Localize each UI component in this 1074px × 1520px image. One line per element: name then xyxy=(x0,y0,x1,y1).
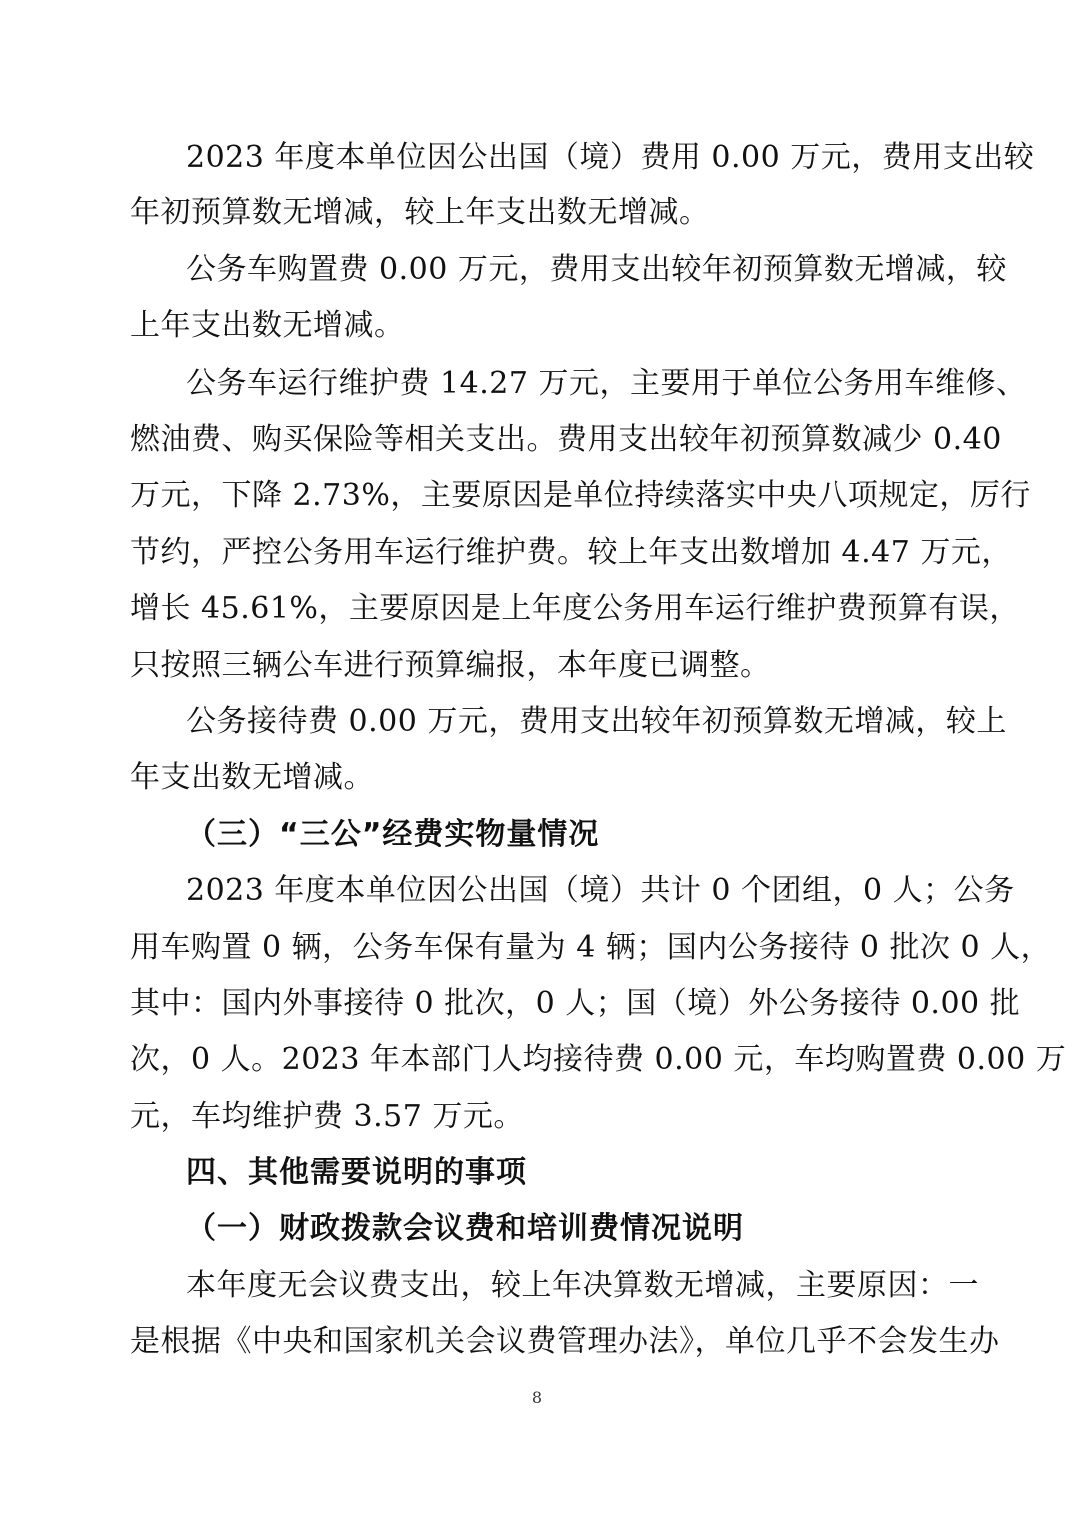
paragraph-line: 元，车均维护费 3.57 万元。 xyxy=(130,1099,524,1134)
paragraph-line: 万元，下降 2.73%，主要原因是单位持续落实中央八项规定，厉行 xyxy=(130,478,1031,513)
paragraph-line: 节约，严控公务用车运行维护费。较上年支出数增加 4.47 万元， xyxy=(130,535,1012,570)
subsection-heading: （一）财政拨款会议费和培训费情况说明 xyxy=(186,1211,744,1246)
paragraph-line: 次，0 人。2023 年本部门人均接待费 0.00 元，车均购置费 0.00 万 xyxy=(130,1042,1067,1077)
paragraph-line: 上年支出数无增减。 xyxy=(130,308,405,343)
paragraph-line: 其中：国内外事接待 0 批次，0 人；国（境）外公务接待 0.00 批 xyxy=(130,986,1021,1021)
paragraph-line: 只按照三辆公车进行预算编报，本年度已调整。 xyxy=(130,648,771,683)
paragraph-line: 年支出数无增减。 xyxy=(130,760,374,795)
paragraph-line: 燃油费、购买保险等相关支出。费用支出较年初预算数减少 0.40 xyxy=(130,422,1002,457)
paragraph-line: 2023 年度本单位因公出国（境）共计 0 个团组，0 人；公务 xyxy=(186,873,1015,908)
paragraph-line: 增长 45.61%，主要原因是上年度公务用车运行维护费预算有误， xyxy=(130,591,1020,626)
paragraph-line: 用车购置 0 辆，公务车保有量为 4 辆；国内公务接待 0 批次 0 人， xyxy=(130,930,1052,965)
section-heading: 四、其他需要说明的事项 xyxy=(186,1155,527,1190)
section-heading: （三）“三公”经费实物量情况 xyxy=(186,817,600,852)
paragraph-line: 年初预算数无增减，较上年支出数无增减。 xyxy=(130,195,710,230)
paragraph-line: 公务接待费 0.00 万元，费用支出较年初预算数无增减，较上 xyxy=(186,704,1007,739)
paragraph-line: 是根据《中央和国家机关会议费管理办法》，单位几乎不会发生办 xyxy=(130,1324,1000,1359)
paragraph-line: 公务车运行维护费 14.27 万元，主要用于单位公务用车维修、 xyxy=(186,366,1027,401)
paragraph-line: 本年度无会议费支出，较上年决算数无增减，主要原因：一 xyxy=(186,1268,979,1303)
page-number: 8 xyxy=(531,1388,543,1407)
paragraph-line: 公务车购置费 0.00 万元，费用支出较年初预算数无增减，较 xyxy=(186,252,1007,287)
paragraph-line: 2023 年度本单位因公出国（境）费用 0.00 万元，费用支出较 xyxy=(186,140,1035,175)
